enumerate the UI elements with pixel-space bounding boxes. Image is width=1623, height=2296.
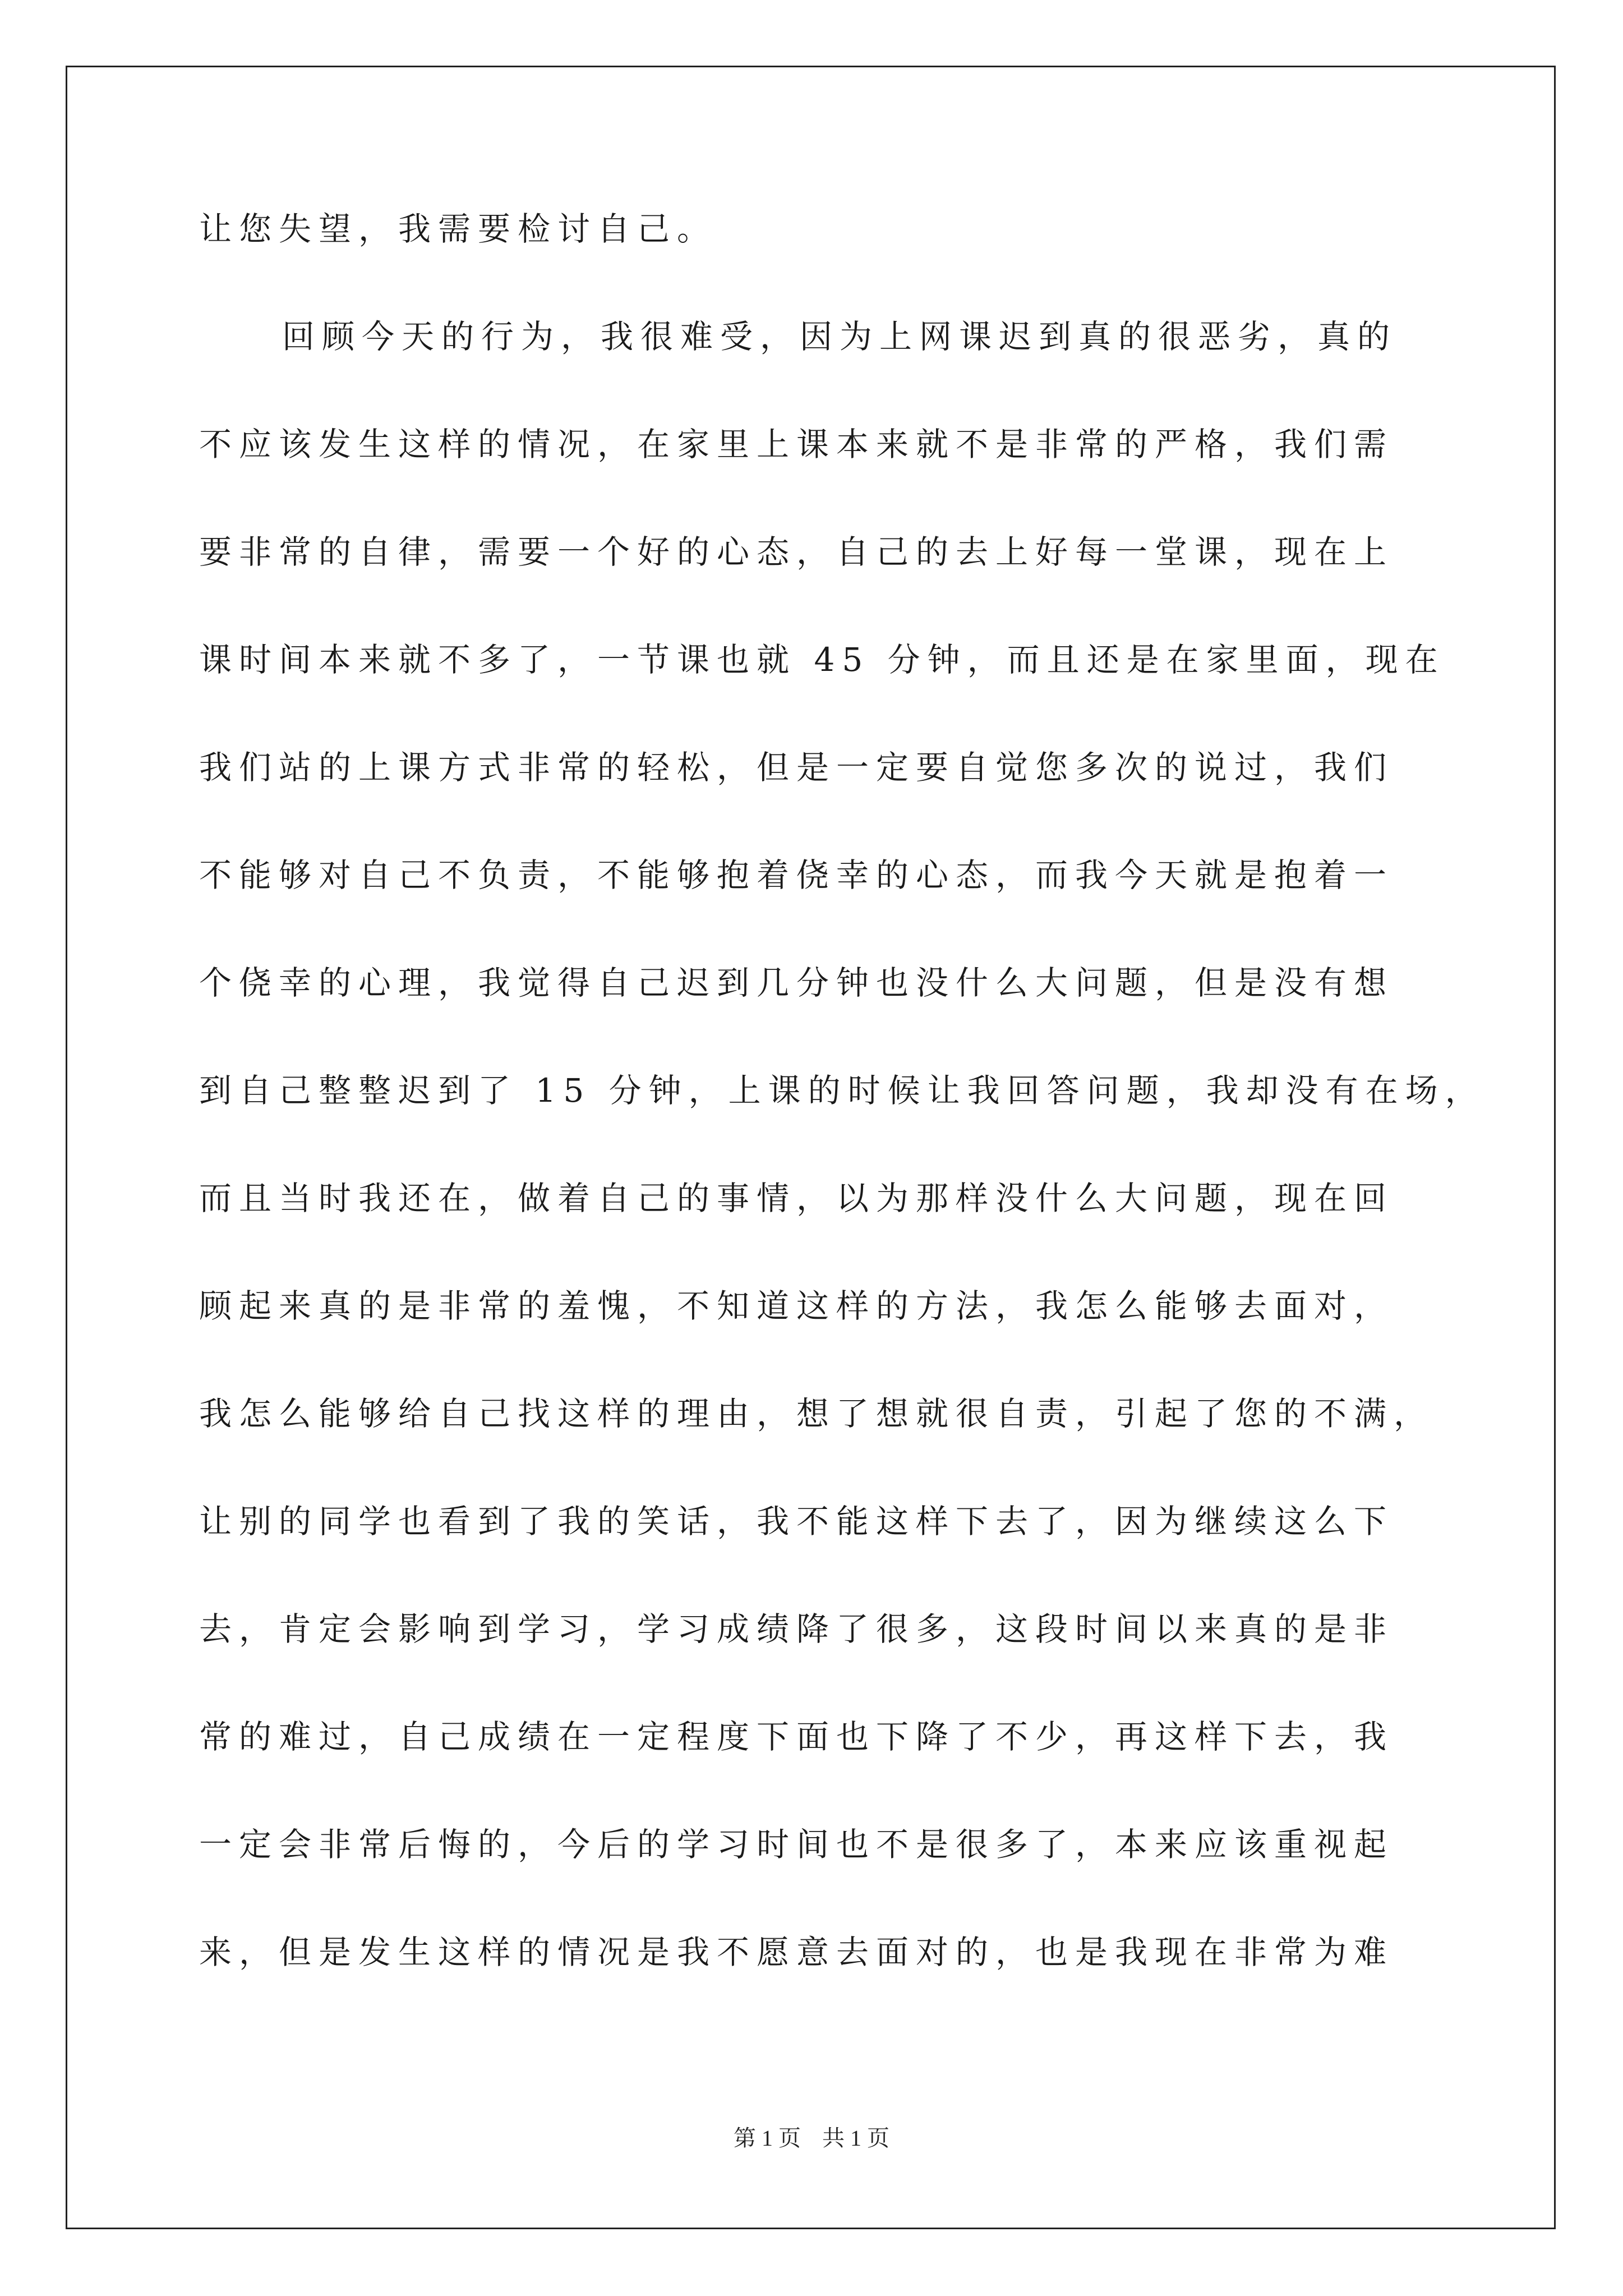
paragraph-line: 一定会非常后悔的，今后的学习时间也不是很多了，本来应该重视起 — [199, 1825, 1394, 1864]
paragraph-line: 我们站的上课方式非常的轻松，但是一定要自觉您多次的说过，我们 — [199, 748, 1394, 786]
paragraph-line: 到自己整整迟到了 15 分钟，上课的时候让我回答问题，我却没有在场， — [199, 1071, 1485, 1110]
page-footer — [0, 2120, 1623, 2152]
paragraph-line: 个侥幸的心理，我觉得自己迟到几分钟也没什么大问题，但是没有想 — [199, 964, 1394, 1002]
document-body — [199, 202, 1485, 2033]
paragraph-line: 来，但是发生这样的情况是我不愿意去面对的，也是我现在非常为难 — [199, 1933, 1394, 1971]
paragraph-line: 课时间本来就不多了，一节课也就 45 分钟，而且还是在家里面，现在 — [199, 641, 1445, 679]
paragraph-line: 我怎么能够给自己找这样的理由，想了想就很自责，引起了您的不满， — [199, 1395, 1434, 1433]
paragraph-line: 顾起来真的是非常的羞愧，不知道这样的方法，我怎么能够去面对， — [199, 1287, 1394, 1325]
paragraph-line: 让您失望，我需要检讨自己。 — [199, 210, 717, 248]
paragraph-line: 不能够对自己不负责，不能够抱着侥幸的心态，而我今天就是抱着一 — [199, 856, 1394, 894]
paragraph-line: 不应该发生这样的情况，在家里上课本来就不是非常的严格，我们需 — [199, 425, 1394, 463]
paragraph-line: 回顾今天的行为，我很难受，因为上网课迟到真的很恶劣，真的 — [282, 318, 1398, 356]
paragraph-line: 要非常的自律，需要一个好的心态，自己的去上好每一堂课，现在上 — [199, 533, 1394, 571]
page-number-total: 共 1 页 — [822, 2125, 889, 2151]
paragraph-line: 去，肯定会影响到学习，学习成绩降了很多，这段时间以来真的是非 — [199, 1610, 1394, 1648]
page-number-current: 第 1 页 — [734, 2125, 801, 2151]
paragraph-line: 让别的同学也看到了我的笑话，我不能这样下去了，因为继续这么下 — [199, 1502, 1394, 1540]
paragraph-line: 而且当时我还在，做着自己的事情，以为那样没什么大问题，现在回 — [199, 1179, 1394, 1217]
paragraph-line: 常的难过，自己成绩在一定程度下面也下降了不少，再这样下去，我 — [199, 1718, 1394, 1756]
